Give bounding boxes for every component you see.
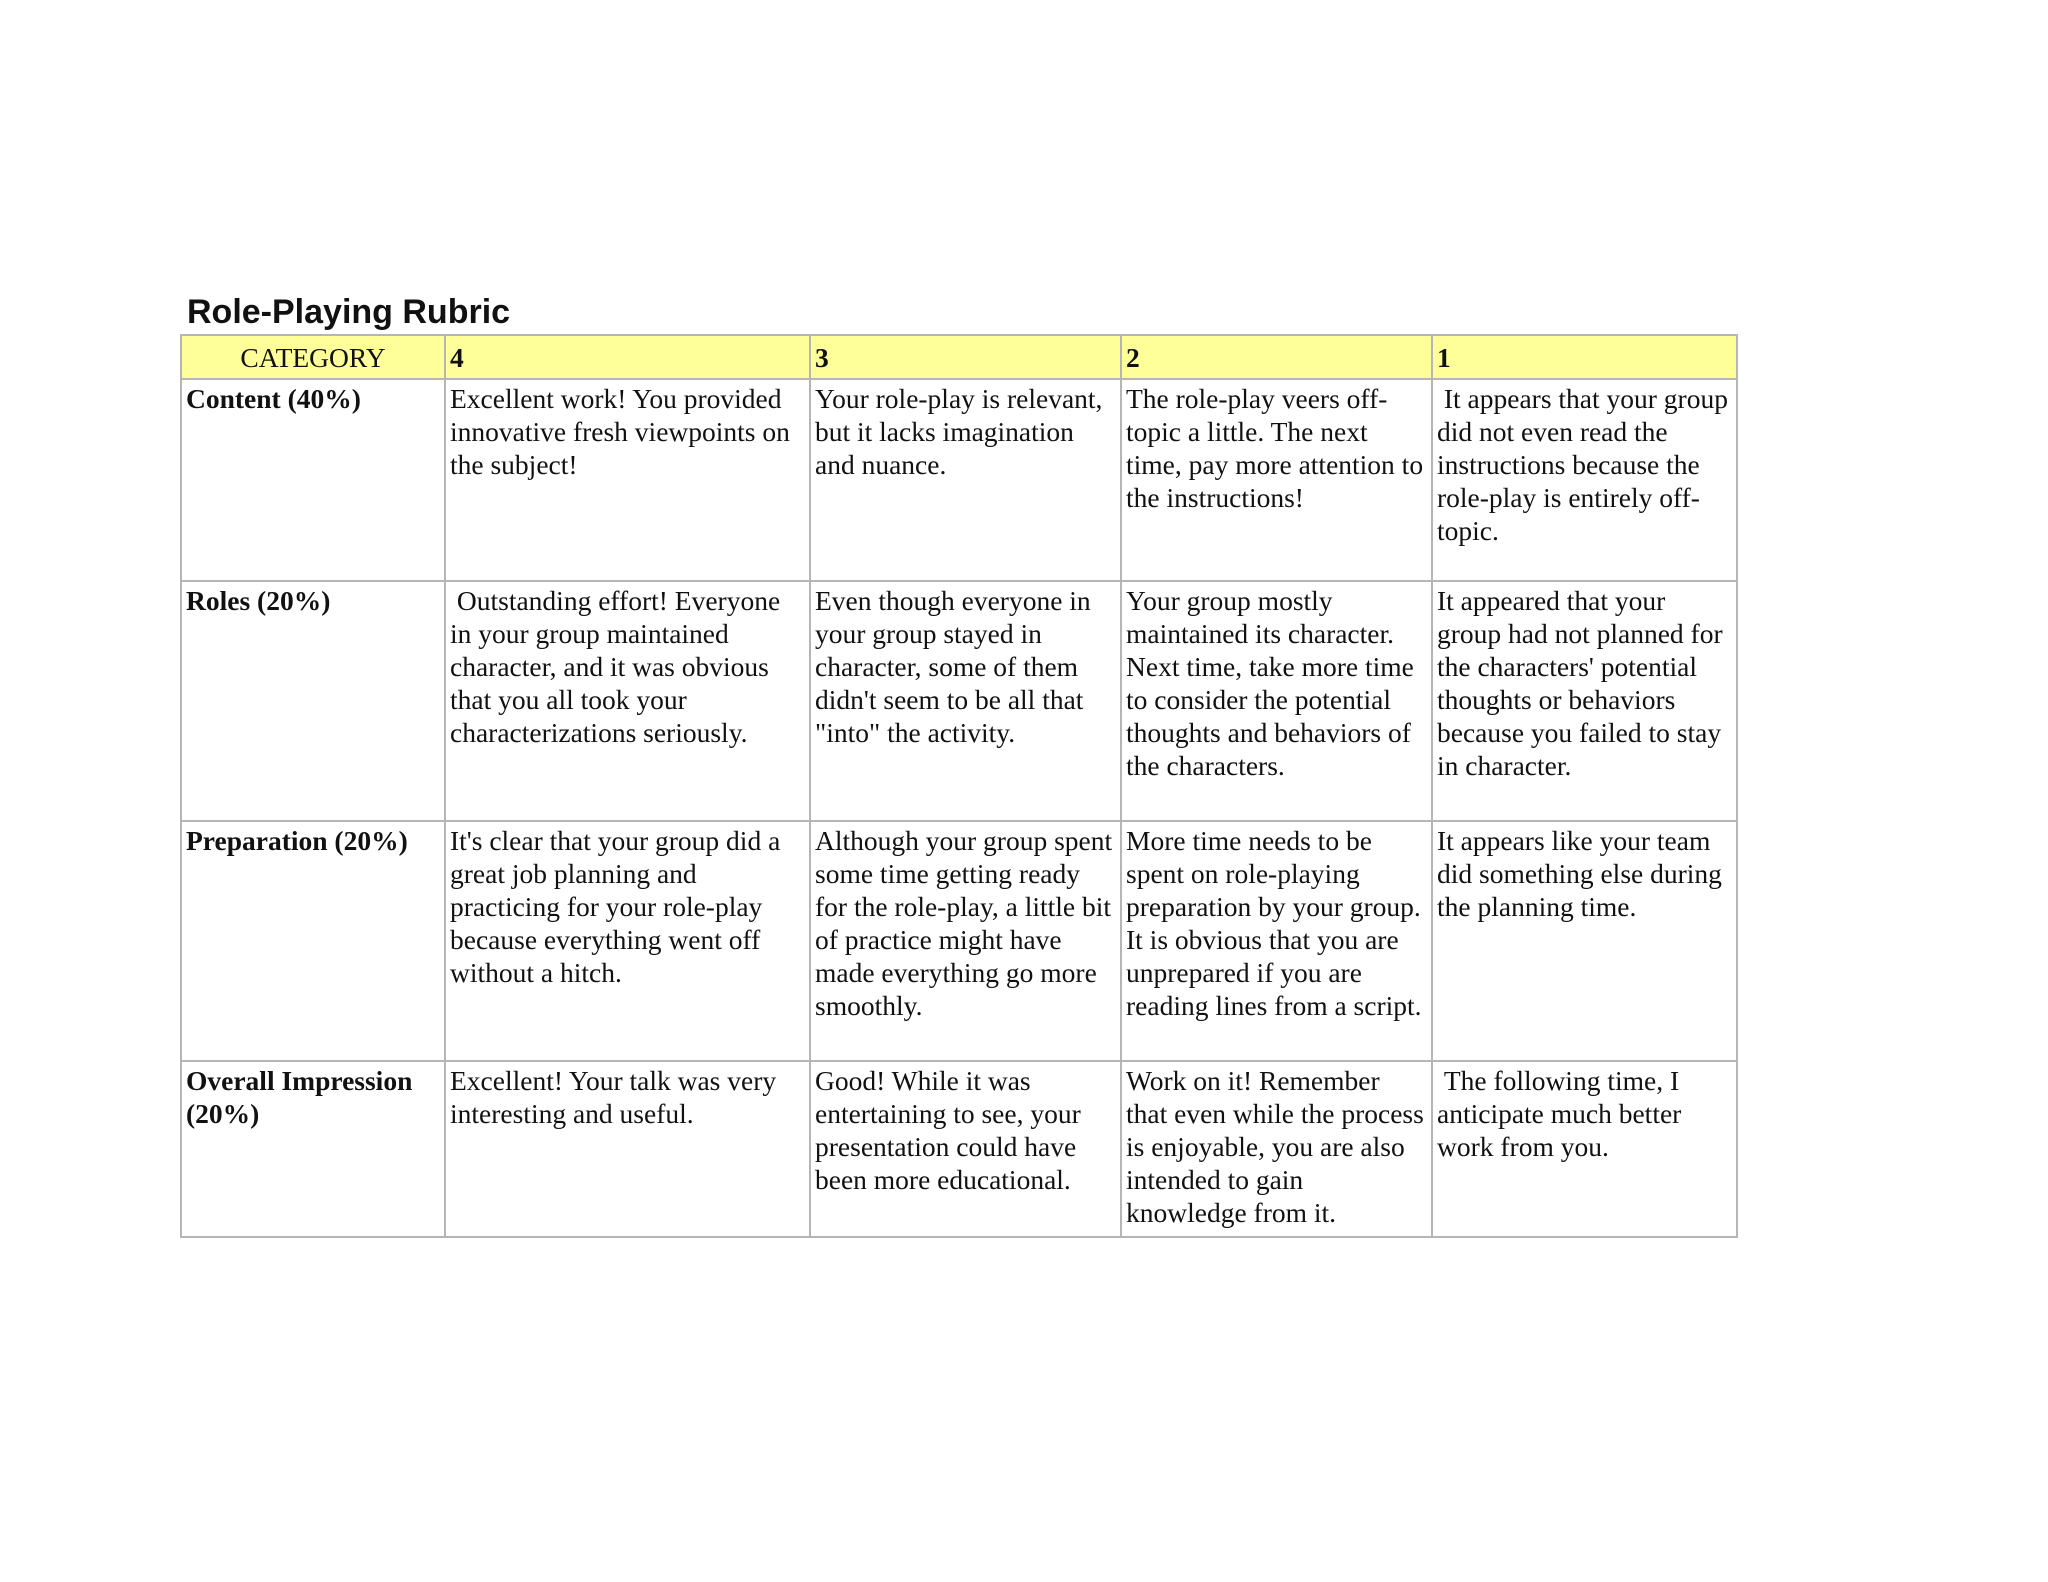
cell-overall-score-2: Work on it! Remember that even while the process is enjoyable, you are also intended to gain knowledge from it. (1121, 1061, 1432, 1237)
cell-content-score-3: Your role-play is relevant, but it lacks imagination and nuance. (810, 379, 1121, 581)
row-category-roles: Roles (20%) (181, 581, 445, 821)
cell-overall-score-1: The following time, I anticipate much better work from you. (1432, 1061, 1737, 1237)
header-score-4: 4 (445, 335, 810, 379)
cell-roles-score-3: Even though everyone in your group stayed in character, some of them didn't seem to be all that "into" the activity. (810, 581, 1121, 821)
header-row (181, 335, 1737, 379)
table-row (181, 581, 1737, 821)
cell-preparation-score-4: It's clear that your group did a great job planning and practicing for your role-play because everything went off without a hitch. (445, 821, 810, 1061)
cell-preparation-score-1: It appears like your team did something else during the planning time. (1432, 821, 1737, 1061)
rubric-table (180, 334, 1738, 1238)
cell-preparation-score-2: More time needs to be spent on role-playing preparation by your group. It is obvious that you are unprepared if you are reading lines from a script. (1121, 821, 1432, 1061)
header-score-3: 3 (810, 335, 1121, 379)
header-score-2: 2 (1121, 335, 1432, 379)
cell-overall-score-4: Excellent! Your talk was very interesting and useful. (445, 1061, 810, 1237)
row-category-preparation: Preparation (20%) (181, 821, 445, 1061)
cell-roles-score-2: Your group mostly maintained its character. Next time, take more time to consider the potential thoughts and behaviors of the characters. (1121, 581, 1432, 821)
row-category-content: Content (40%) (181, 379, 445, 581)
header-score-1: 1 (1432, 335, 1737, 379)
cell-content-score-2: The role-play veers off-topic a little. The next time, pay more attention to the instructions! (1121, 379, 1432, 581)
cell-content-score-4: Excellent work! You provided innovative fresh viewpoints on the subject! (445, 379, 810, 581)
header-category: CATEGORY (181, 335, 445, 379)
row-category-overall-impression: Overall Impression (20%) (181, 1061, 445, 1237)
table-row (181, 821, 1737, 1061)
table-row (181, 379, 1737, 581)
cell-roles-score-1: It appeared that your group had not planned for the characters' potential thoughts or behaviors because you failed to stay in character. (1432, 581, 1737, 821)
cell-roles-score-4: Outstanding effort! Everyone in your group maintained character, and it was obvious that you all took your characterizations seriously. (445, 581, 810, 821)
cell-overall-score-3: Good! While it was entertaining to see, your presentation could have been more educational. (810, 1061, 1121, 1237)
cell-preparation-score-3: Although your group spent some time getting ready for the role-play, a little bit of practice might have made everything go more smoothly. (810, 821, 1121, 1061)
table-row (181, 1061, 1737, 1237)
cell-content-score-1: It appears that your group did not even read the instructions because the role-play is entirely off-topic. (1432, 379, 1737, 581)
document-title: Role-Playing Rubric (187, 293, 511, 331)
